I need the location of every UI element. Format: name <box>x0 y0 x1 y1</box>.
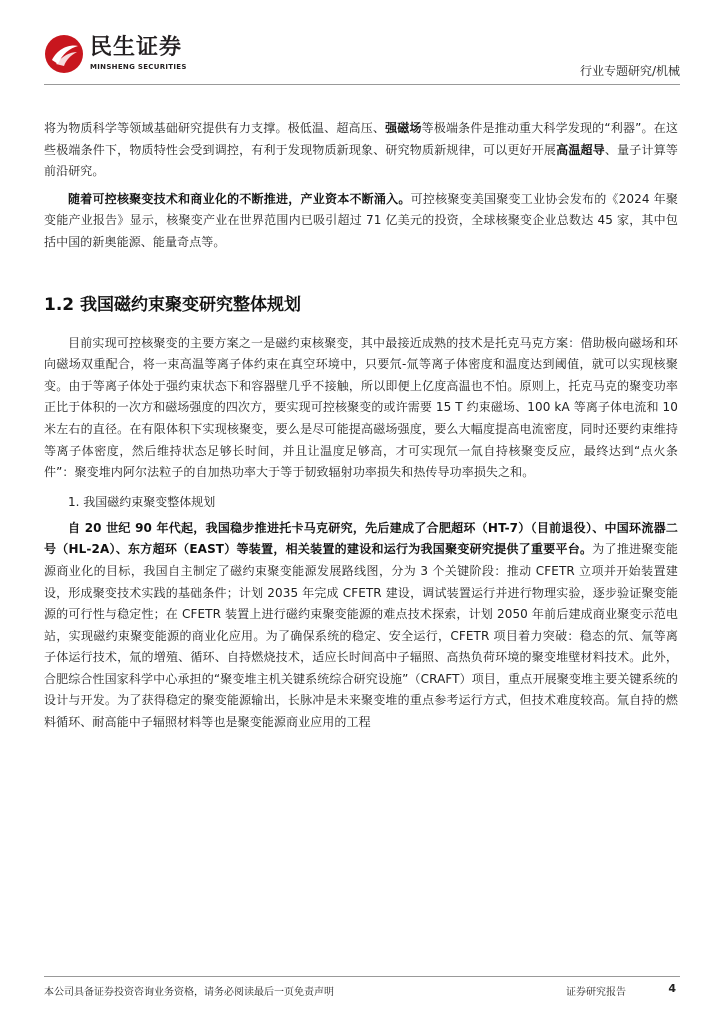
paragraph-3: 目前实现可控核聚变的主要方案之一是磁约束核聚变，其中最接近成熟的技术是托克马克方案：借助极向磁场和环向磁场双重配合，将一束高温等离子体约束在真空环境中，只要氘-氚等离子体密度和温度达到阈值，就可以实现核聚变。由于等离子体处于强约束状态下和容器壁几乎不接触，所以即便上亿度高温也不怕。原则上，托克马克的聚变功率正比于体积的一次方和磁场强度的四次方，要实现可控核聚变的或许需要 15 T 约束磁场、100 kA 等离子体电流和 10 米左右的直径。在有限体积下实现核聚变，要么是尽可能提高磁场强度，要么大幅度提高电流密度，同时还要约束维持等离子体密度，然后维持状态足够长时间，并且让温度足够高，才可实现氘一氚自持核聚变反应，最终达到“点火条件”：聚变堆内阿尔法粒子的自加热功率大于等于韧致辐射功率损失和热传导功率损失之和。 <box>44 335 678 480</box>
logo-chinese-name: 民生证券 <box>90 35 183 60</box>
paragraph-4 <box>44 518 678 734</box>
paragraph-1 <box>44 118 678 183</box>
paragraph-2-text: 可控核聚变美国聚变工业协会发布的《2024 年聚变能产业报告》显示，核聚变产业在世界范围内已吸引超过 71 亿美元的投资，全球核聚变企业总数达 45 家，其中包括中国的新奥能源、能量奇点等。 <box>44 191 678 249</box>
paragraph-1-text-c: 、量子计算等前沿研究。 <box>44 142 678 179</box>
page-number: 4 <box>668 982 676 995</box>
paragraph-4-text: 为了推进聚变能源商业化的目标，我国自主制定了磁约束聚变能源发展路线图，分为 3 个关键阶段：推动 CFETR 立项并开始装置建设，形成聚变技术实践的基础条件；计划 2035 年完成 CFETR 建设，调试装置运行并进行物理实验，逐步验证聚变能源的可行性与稳定性；在 CFETR 装置上进行磁约束聚变能源的难点技术探索，计划 2050 年前后建成商业聚变示范电站，实现磁约束聚变能源的商业化应用。为了确保系统的稳定、安全运行，CFETR 项目着力突破：稳态的氘、氚等离子体运行技术，氚的增殖、循环、自持燃烧技术，适应长时间高中子辐照、高热负荷环境的聚变堆壁材料技术。此外，合肥综合性国家科学中心承担的“聚变堆主机关键系统综合研究设施”（CRAFT）项目，重点开展聚变堆主要关键系统的设计与开发。为了获得稳定的聚变能源输出，长脉冲是未来聚变堆的重点参考运行方式，但技术难度较高。氚自持的燃料循环、耐高能中子辐照材料等也是聚变能源商业应用的工程 <box>44 542 678 730</box>
main-content <box>44 118 678 734</box>
logo-english-name: MINSHENG SECURITIES <box>90 63 187 71</box>
paragraph-1-text-a: 将为物质科学等领域基础研究提供有力支撑。极低温、超高压、 <box>44 121 386 135</box>
header-divider <box>44 84 680 85</box>
company-logo <box>44 34 187 74</box>
section-heading: 1.2 我国磁约束聚变研究整体规划 <box>44 294 302 315</box>
report-category: 行业专题研究/机械 <box>579 64 680 78</box>
footer-report-type: 证券研究报告 <box>566 987 626 998</box>
footer-divider <box>44 976 680 977</box>
paragraph-1-bold-a: 强磁场 <box>385 121 422 135</box>
footer-disclaimer: 本公司具备证券投资咨询业务资格，请务必阅读最后一页免责声明 <box>44 987 334 998</box>
page-header <box>0 0 724 90</box>
figure-caption: 1. 我国磁约束聚变整体规划 <box>68 494 216 509</box>
paragraph-1-text-b: 等极端条件是推动重大科学发现的“利器”。在这些极端条件下，物质特性会受到调控，有利于发现物质新现象、研究物质新规律，可以更好开展 <box>44 121 678 157</box>
minsheng-logo-icon <box>44 34 84 74</box>
paragraph-1-bold-b: 高温超导 <box>556 142 605 157</box>
paragraph-4-bold: 自 20 世纪 90 年代起，我国稳步推进托卡马克研究，先后建成了合肥超环（HT-7）（目前退役）、中国环流器二号（HL-2A）、东方超环（EAST）等装置，相关装置的建设和运行为我国聚变研究提供了重要平台。 <box>44 520 678 557</box>
paragraph-2 <box>44 189 678 254</box>
paragraph-2-bold: 随着可控核聚变技术和商业化的不断推进，产业资本不断涌入。 <box>68 191 411 206</box>
